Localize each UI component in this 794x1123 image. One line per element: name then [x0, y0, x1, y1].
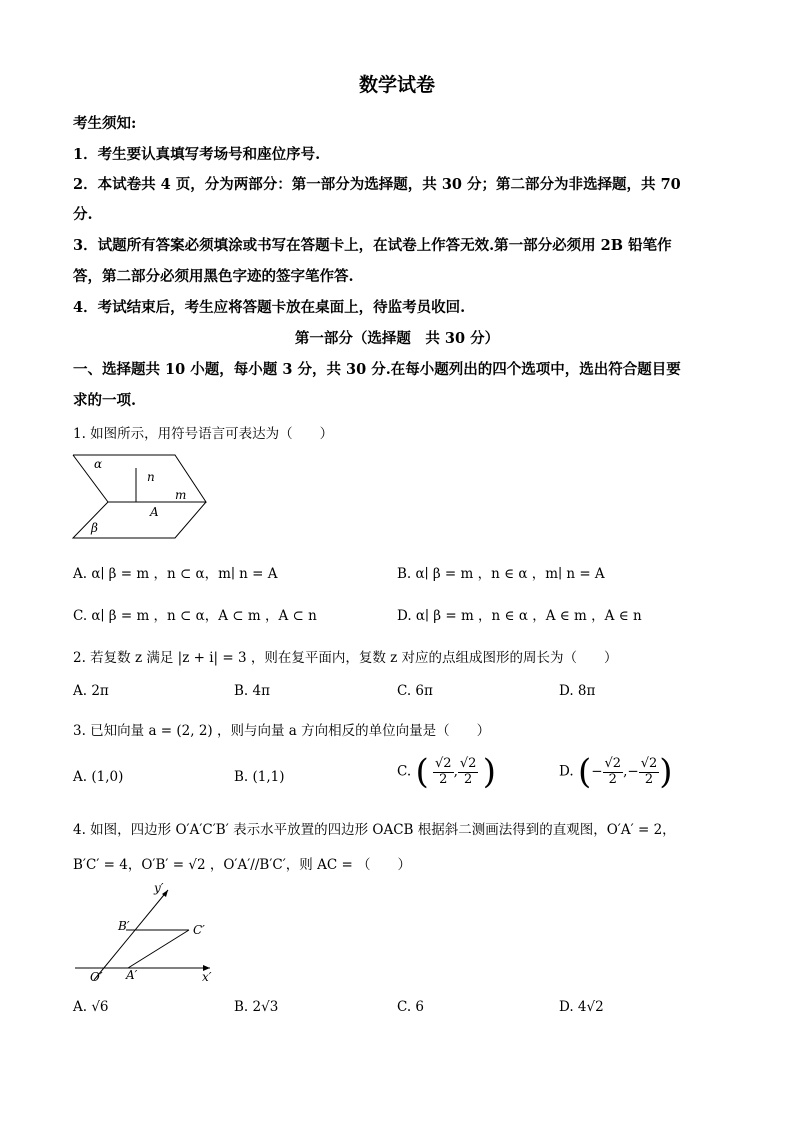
- notice-item-2-cont: 分.: [73, 206, 93, 223]
- q3-option-d[interactable]: D. (− $\frac{√2}{2}$ ,− $\frac{√2}{2}$ ): [559, 752, 673, 792]
- label-alpha: α: [94, 457, 103, 471]
- part1-heading: 第一部分（选择题 共 30 分）: [294, 330, 500, 347]
- right-paren: ): [482, 752, 496, 792]
- fraction: $\frac{√2}{2}$: [604, 756, 622, 787]
- q4-option-d[interactable]: D. 4√2: [559, 999, 604, 1015]
- q3-option-d-label: D.: [559, 763, 574, 780]
- page-title: 数学试卷: [358, 74, 435, 96]
- q1-option-c[interactable]: C. α∣ β = m ，n ⊂ α，A ⊂ m ，A ⊂ n: [73, 608, 317, 624]
- label-beta: β: [91, 521, 98, 535]
- section-instructions: 一、选择题共 10 小题，每小题 3 分，共 30 分.在每小题列出的四个选项中，选出符合题目要: [73, 361, 681, 378]
- notice-item-1: 1．考生要认真填写考场号和座位序号.: [73, 146, 321, 163]
- q3-option-c[interactable]: C. ( $\frac{√2}{2}$ , $\frac{√2}{2}$ ): [397, 752, 496, 792]
- q3-option-c-label: C.: [397, 763, 412, 780]
- label-n: n: [147, 470, 155, 484]
- left-paren: (: [577, 752, 592, 792]
- right-paren: ): [659, 752, 673, 792]
- q1-option-b[interactable]: B. α∣ β = m ，n ∈ α ，m∣ n = A: [397, 566, 605, 582]
- notice-item-4: 4．考试结束后，考生应将答题卡放在桌面上，待监考员收回.: [73, 299, 466, 316]
- q2-option-c[interactable]: C. 6π: [397, 683, 433, 699]
- label-C: C′: [193, 923, 205, 937]
- q2-option-d[interactable]: D. 8π: [559, 683, 596, 699]
- label-m: m: [175, 488, 187, 502]
- label-y: y′: [154, 881, 164, 895]
- fraction: $\frac{√2}{2}$: [459, 756, 477, 787]
- fraction: $\frac{√2}{2}$: [640, 756, 658, 787]
- label-A: A: [150, 505, 159, 519]
- notice-item-2: 2．本试卷共 4 页，分为两部分：第一部分为选择题，共 30 分；第二部分为非选择题，共 70: [73, 176, 681, 193]
- label-A: A′: [126, 968, 138, 982]
- label-B: B′: [118, 919, 130, 933]
- q4-stem-line1: 4. 如图，四边形 O′A′C′B′ 表示水平放置的四边形 OACB 根据斜二测画法得到的直观图，O′A′ = 2，: [73, 822, 676, 838]
- section-instructions-cont: 求的一项.: [73, 392, 137, 409]
- left-paren: (: [415, 752, 429, 792]
- q1-figure: [70, 450, 220, 545]
- q4-stem-line2: B′C′ = 4，O′B′ = √2 ，O′A′//B′C′，则 AC = （ ）: [73, 857, 412, 873]
- q3-stem: 3. 已知向量 a = (2, 2) ，则与向量 a 方向相反的单位向量是（ ）: [73, 723, 491, 739]
- q4-figure: [72, 880, 222, 988]
- label-x: x′: [202, 970, 212, 984]
- notice-item-3-cont: 答，第二部分必须用黑色字迹的签字笔作答.: [73, 268, 354, 285]
- label-O: O′: [90, 970, 103, 984]
- q1-option-a[interactable]: A. α∣ β = m ，n ⊂ α，m∣ n = A: [73, 566, 278, 582]
- q4-option-a[interactable]: A. √6: [73, 999, 109, 1015]
- fraction: $\frac{√2}{2}$: [435, 756, 452, 787]
- notice-item-3: 3．试题所有答案必须填涂或书写在答题卡上，在试卷上作答无效.第一部分必须用 2B 铅笔作: [73, 237, 672, 254]
- q3-option-a[interactable]: A. (1,0): [73, 769, 124, 785]
- q4-option-b[interactable]: B. 2√3: [234, 999, 279, 1015]
- q1-stem: 1. 如图所示，用符号语言可表达为（ ）: [73, 426, 334, 442]
- q2-option-b[interactable]: B. 4π: [234, 683, 270, 699]
- q2-option-a[interactable]: A. 2π: [73, 683, 109, 699]
- q3-option-b[interactable]: B. (1,1): [234, 769, 285, 785]
- q4-option-c[interactable]: C. 6: [397, 999, 425, 1015]
- q2-stem: 2. 若复数 z 满足 |z + i| = 3 ，则在复平面内，复数 z 对应的点组成图形的周长为（ ）: [73, 650, 618, 666]
- q1-option-d[interactable]: D. α∣ β = m ，n ∈ α ，A ∈ m ，A ∈ n: [397, 608, 642, 624]
- notice-heading: 考生须知:: [73, 115, 137, 132]
